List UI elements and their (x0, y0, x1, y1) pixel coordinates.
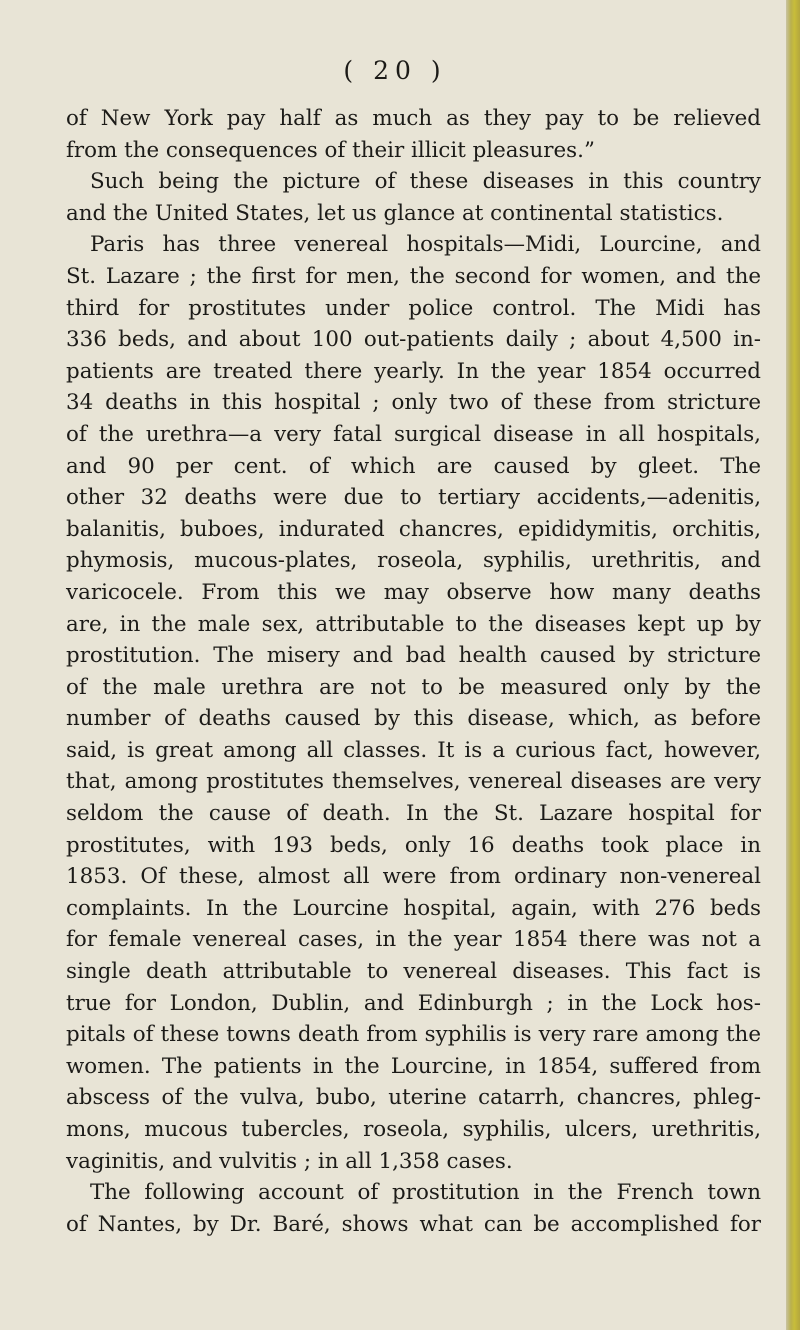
text-line: varicocele. From this we may observe how many deaths (66, 579, 761, 605)
text-line: women. The patients in the Lourcine, in 1854, suffered from (66, 1053, 761, 1079)
text-line: mons, mucous tubercles, roseola, syphilis, ulcers, urethritis, (66, 1117, 761, 1142)
book-edge (786, 0, 800, 1330)
text-line: vaginitis, and vulvitis ; in all 1,358 cases. (66, 1148, 513, 1174)
text-line: phymosis, mucous-plates, roseola, syphilis, urethritis, and (66, 548, 761, 574)
text-line: St. Lazare ; the first for men, the second for women, and the (66, 263, 761, 289)
text-line: said, is great among all classes. It is a curious fact, however, (66, 737, 761, 763)
text-line: pitals of these towns death from syphilis is very rare among the (66, 1022, 761, 1048)
text-line: balanitis, buboes, indurated chancres, epididymitis, orchitis, (66, 516, 761, 542)
text-line: and the United States, let us glance at continental statistics. (66, 200, 724, 226)
text-line: of New York pay half as much as they pay to be relieved (66, 106, 761, 131)
page-number: ( 20 ) (343, 56, 447, 85)
paragraph-start: Such being the picture of these diseases in this country (90, 169, 761, 195)
text-line: for female venereal cases, in the year 1854 there was not a (66, 927, 761, 953)
body-text (66, 103, 761, 1240)
text-line: single death attributable to venereal diseases. This fact is (66, 959, 761, 985)
text-line: 1853. Of these, almost all were from ordinary non-venereal (66, 864, 761, 890)
text-line: number of deaths caused by this disease, which, as before (66, 706, 761, 732)
text-line: are, in the male sex, attributable to the diseases kept up by (66, 611, 761, 637)
text-line: patients are treated there yearly. In the year 1854 occurred (66, 358, 761, 384)
text-line: complaints. In the Lourcine hospital, again, with 276 beds (66, 895, 761, 921)
text-line: from the consequences of their illicit pleasures.” (66, 137, 595, 163)
paragraph-start: The following account of prostitution in the French town (90, 1180, 761, 1206)
text-line: true for London, Dublin, and Edinburgh ; in the Lock hos- (66, 990, 761, 1016)
text-line: other 32 deaths were due to tertiary accidents,—adenitis, (66, 485, 761, 511)
text-line: third for prostitutes under police control. The Midi has (66, 295, 761, 321)
text-line: of Nantes, by Dr. Baré, shows what can be accomplished for (66, 1211, 761, 1237)
text-line: 34 deaths in this hospital ; only two of these from stricture (66, 390, 761, 416)
text-line: prostitution. The misery and bad health caused by stricture (66, 643, 761, 669)
text-line: seldom the cause of death. In the St. Lazare hospital for (66, 801, 761, 827)
text-line: of the male urethra are not to be measured only by the (66, 674, 761, 700)
text-line: that, among prostitutes themselves, venereal diseases are very (66, 769, 761, 795)
text-line: abscess of the vulva, bubo, uterine catarrh, chancres, phleg- (66, 1085, 761, 1111)
text-line: and 90 per cent. of which are caused by gleet. The (66, 453, 761, 479)
text-line: prostitutes, with 193 beds, only 16 deaths took place in (66, 832, 761, 858)
text-line: 336 beds, and about 100 out-patients daily ; about 4,500 in- (66, 327, 761, 353)
text-line: of the urethra—a very fatal surgical disease in all hospitals, (66, 421, 761, 447)
paragraph-start: Paris has three venereal hospitals—Midi, Lourcine, and (90, 232, 761, 258)
